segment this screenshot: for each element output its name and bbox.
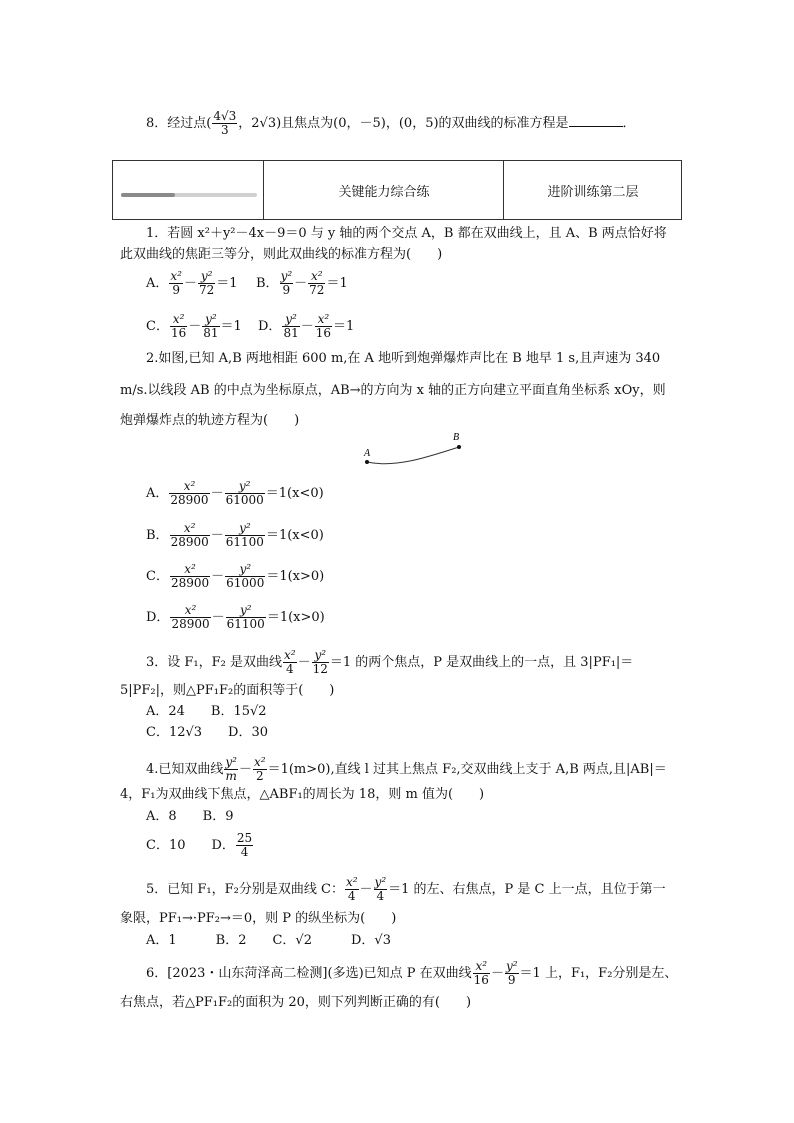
q3-line2: 5|PF₂|，则△PF₁F₂的面积等于( ) [120,683,335,698]
q1-optB-n1: y² [280,269,293,283]
q2-point-b [457,445,461,449]
q8-answer-blank[interactable] [569,114,623,127]
q2-optC-frac1 [170,563,210,590]
q6-frac1 [473,960,490,987]
q1-optD-d2: 16 [315,326,332,340]
q5-line1: 5．已知 F₁，F₂分别是双曲线 C： $\frac{\text{x²}}{4}$ － $\frac{\text{y²}}{4}$ ＝1 的左、右焦点，P 是 C 上一点，且位于第一 [146,875,666,903]
q4-f1d: m [225,769,237,783]
q4-optD-den: 4 [240,845,249,859]
q2-optB-d2: 61100 [225,535,264,549]
progress-bar-icon [121,193,257,197]
q1-optC-n1: x² [170,313,187,327]
q8-frac-num: 4√3 [213,109,237,123]
q8-fraction [212,110,237,137]
q1-line2: 此双曲线的焦距三等分，则此双曲线的标准方程为( ) [120,247,443,262]
q6-line1: 6．[2023・山东菏泽高二检测](多选)已知点 P 在双曲线 $\frac{\text{x²}}{16}$ － $\frac{\text{y²}}{9}$ ＝1 上，F₁，F₂分别是左、 [146,959,678,987]
q4-post: ＝1(m>0),直线 l 过其上焦点 F₂,交双曲线上支于 A,B 两点,且|AB|＝ [267,762,667,777]
q6-f1d: 16 [473,973,489,987]
q5-f1n: x² [345,875,358,889]
q1-optD-frac2 [315,313,332,340]
q5-frac1 [345,876,359,903]
q4-f1n: y² [225,755,237,769]
q2-label-a: A [364,448,371,459]
q1-optA-label: A． [146,276,169,291]
section-header-table [112,160,682,220]
q2-optC-n1: x² [170,563,210,577]
q2-optC-d1: 28900 [170,576,210,590]
header-col-3 [503,161,682,219]
q6-post: ＝1 上，F₁，F₂分别是左、 [519,966,678,981]
q5-f1d: 4 [347,889,356,903]
q4-frac2 [253,756,267,783]
q3-f2d: 12 [312,662,328,676]
q1-optA-frac1 [169,270,183,297]
q1-optA-d1: 9 [172,283,180,297]
q2-optA-n1: x² [169,480,209,494]
q5-f2d: 4 [376,889,385,903]
q1-option-b[interactable]: B． $\frac{\text{y²}}{9}$ － $\frac{\text{x²}}{72}$ ＝1 [256,269,348,297]
q3-options-1[interactable]: A．24 B．15√2 [146,704,267,719]
q2-optA-eq: ＝1(x<0) [265,486,324,501]
q1-line1: 1．若圆 x²＋y²－4x－9＝0 与 y 轴的两个交点 A，B 都在双曲线上，且 A、B 两点恰好将 [146,226,667,241]
q3-frac1 [283,649,297,676]
q2-optD-d1: 28900 [171,617,210,631]
q2-optC-eq: ＝1(x>0) [266,569,325,584]
q3-f1d: 4 [285,662,294,676]
q2-optA-label: A． [146,486,169,501]
q2-line3: 炮弹爆炸点的轨迹方程为( ) [120,413,300,428]
q2-option-a[interactable]: A． $\frac{\text{x²}}{28900}$ － $\frac{\text{y²}}{61000}$ ＝1(x<0) [146,479,324,507]
q2-optC-n2: y² [225,563,265,577]
q5-options[interactable]: A．1 B．2 C．√2 D．√3 [146,933,391,948]
q1-optB-label: B． [256,276,279,291]
q2-label-b: B [453,432,460,443]
q1-optB-frac2 [308,270,325,297]
q1-optB-n2: x² [308,270,325,284]
q1-option-a[interactable]: A． $\frac{\text{x²}}{9}$ － $\frac{\text{y²}}{72}$ ＝1 [146,269,238,297]
q2-optA-frac2 [225,480,265,507]
header-col-2-label: 关键能力综合练 [338,184,430,200]
q2-optD-d2: 61100 [226,617,265,631]
q2-optB-d1: 28900 [170,535,209,549]
q2-line1: 2.如图,已知 A,B 两地相距 600 m,在 A 地听到炮弹爆炸声比在 B 地早 1 s,且声速为 340 [146,351,661,366]
q1-optB-d1: 9 [282,283,291,297]
q1-optC-eq: ＝1 [220,319,242,334]
q4-line1: 4.已知双曲线 $\frac{\text{y²}}{m}$ － $\frac{\text{x²}}{2}$ ＝1(m>0),直线 l 过其上焦点 F₂,交双曲线上支于 A,B 两点,且|AB|＝ [146,755,667,783]
q1-optC-d2: 81 [203,326,219,340]
q6-line2: 右焦点，若△PF₁F₂的面积为 20，则下列判断正确的有( ) [120,995,472,1010]
q4-frac1 [224,756,238,783]
q6-f2d: 9 [507,973,516,987]
q1-optD-frac1 [282,313,299,340]
q2-optD-eq: ＝1(x>0) [266,610,325,625]
q1-optA-n1: x² [170,269,182,283]
q2-line2: m/s.以线段 AB 的中点为坐标原点，AB→的方向为 x 轴的正方向建立平面直角坐标系 xOy，则 [120,383,666,398]
q2-optB-n1: x² [170,522,210,536]
q1-optD-n1: y² [282,313,299,327]
q1-optD-d1: 81 [283,326,299,340]
q1-optA-d2: 72 [198,283,215,297]
q4-line2: 4，F₁为双曲线下焦点，△ABF₁的周长为 18，则 m 值为( ) [120,787,485,802]
q2-optB-frac1 [170,522,210,549]
q3-pre: 3．设 F₁，F₂ 是双曲线 [146,655,282,670]
q3-f1n: x² [284,648,296,662]
q1-optB-frac1 [280,270,294,297]
q6-frac2 [505,960,519,987]
q3-frac2 [312,649,329,676]
q1-optC-frac1 [170,313,187,340]
q2-optC-label: C． [146,569,169,584]
q1-optA-eq: ＝1 [216,276,238,291]
q8-frac-den: 3 [220,123,229,137]
q4-f2d: 2 [255,769,264,783]
q4-options-2[interactable] [146,832,254,859]
q4-optD-frac [236,832,253,859]
q6-f2n: y² [505,959,518,973]
q3-post: ＝1 的两个焦点，P 是双曲线上的一点，且 3|PF₁|＝ [329,655,634,670]
q1-option-c[interactable]: C． $\frac{\text{x²}}{16}$ － $\frac{\text{y²}}{81}$ ＝1 [146,312,242,340]
header-col-2 [263,161,504,219]
q2-option-b[interactable]: B． $\frac{\text{x²}}{28900}$ － $\frac{\text{y²}}{61100}$ ＝1(x<0) [146,521,324,549]
q2-optD-n1: x² [170,604,210,618]
q1-optD-eq: ＝1 [333,319,355,334]
q2-optD-n2: y² [226,604,266,618]
q2-optB-n2: y² [225,522,265,536]
q5-frac2 [374,876,388,903]
q5-f2n: y² [374,875,387,889]
q2-optD-frac2 [226,604,266,631]
q2-optA-d2: 61000 [225,493,264,507]
q2-option-c[interactable]: C． $\frac{\text{x²}}{28900}$ － $\frac{\text{y²}}{61000}$ ＝1(x>0) [146,562,325,590]
q1-optC-d1: 16 [170,326,187,340]
q2-optB-frac2 [225,522,265,549]
q1-optC-n2: y² [202,313,219,327]
q8-text-start: 8．经过点( [146,116,212,131]
q1-optB-d2: 72 [309,283,325,297]
q1-optC-frac2 [202,313,219,340]
q2-optC-frac2 [225,563,265,590]
progress-bar-fill [121,193,175,197]
q6-pre: 6．[2023・山东菏泽高二检测](多选)已知点 P 在双曲线 [146,966,472,981]
q5-line2: 象限，PF₁→·PF₂→＝0，则 P 的纵坐标为( ) [120,911,397,926]
q4-options-1[interactable]: A．8 B．9 [146,809,234,824]
q3-f2n: y² [312,649,329,663]
q4-optD-num: 25 [236,831,253,845]
q8-text-mid: ，2√3)且焦点为(0，－5)，(0，5)的双曲线的标准方程是 [238,116,569,131]
q1-option-d[interactable]: D． $\frac{\text{y²}}{81}$ － $\frac{\text{x²}}{16}$ ＝1 [258,312,355,340]
q4-pre: 4.已知双曲线 [146,762,224,777]
q1-optC-label: C． [146,319,169,334]
q5-post: ＝1 的左、右焦点，P 是 C 上一点，且位于第一 [388,882,666,897]
q1-optA-frac2 [198,270,215,297]
q6-f1n: x² [473,960,490,974]
q2-optD-label: D． [146,610,170,625]
q2-optA-frac1 [169,480,209,507]
q2-curve [367,447,459,464]
q4-f2n: x² [254,755,266,769]
q2-optA-n2: y² [225,480,265,494]
q2-optB-label: B． [146,528,169,543]
q2-optD-frac1 [170,604,210,631]
q1-optA-n2: y² [198,270,215,284]
q8-text-end: ． [622,116,636,131]
q2-optC-d2: 61000 [226,576,265,590]
q2-diagram [355,428,475,470]
header-col-3-label: 进阶训练第二层 [547,184,639,200]
q4-optC: C．10 D． [146,838,235,853]
q2-optB-eq: ＝1(x<0) [265,528,324,543]
q2-option-d[interactable]: D． $\frac{\text{x²}}{28900}$ － $\frac{\text{y²}}{61100}$ ＝1(x>0) [146,603,325,631]
q2-optA-d1: 28900 [170,493,209,507]
q1-optD-label: D． [258,319,282,334]
q1-optD-n2: x² [315,313,332,327]
q8-line [146,110,636,137]
q3-options-2[interactable]: C．12√3 D．30 [146,725,269,740]
q5-pre: 5．已知 F₁，F₂分别是双曲线 C： [146,882,344,897]
q3-line1: 3．设 F₁，F₂ 是双曲线 $\frac{\text{x²}}{4}$ － $\frac{\text{y²}}{12}$ ＝1 的两个焦点，P 是双曲线上的一点，且 3|PF₁|＝ [146,648,634,676]
q2-point-a [365,460,369,464]
q1-optB-eq: ＝1 [326,276,348,291]
